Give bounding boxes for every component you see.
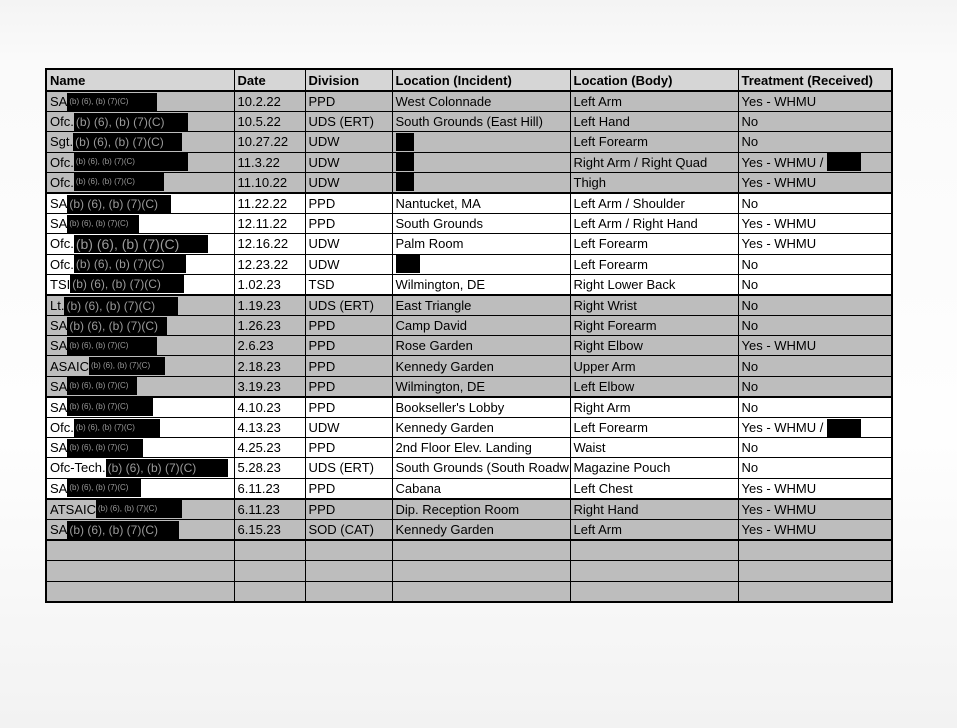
table-row [46,112,892,132]
redaction-block [827,153,861,171]
incident-text: West Colonnade [395,94,492,110]
treatment-text: Yes - WHMU / [741,154,824,170]
treatment-text: Yes - WHMU [741,94,817,110]
cell-treatment [738,519,892,540]
name-title: SA [50,378,68,394]
cell-division: UDW [305,254,392,274]
redaction-block: (b) (6), (b) (7)(C) [67,398,153,416]
cell-division [305,561,392,581]
redaction-block: (b) (6), (b) (7)(C) [74,153,188,171]
incident-text: South Grounds [395,216,483,232]
redaction-block: (b) (6), (b) (7)(C) [67,337,157,355]
cell-division: PPD [305,478,392,499]
cell-treatment [738,540,892,561]
redaction-block [396,153,414,171]
cell-name [46,519,234,540]
cell-date [234,561,305,581]
incident-text: South Grounds (East Hill) [395,114,543,130]
cell-location-incident [392,418,570,438]
cell-division: PPD [305,193,392,214]
cell-location-body: Left Chest [570,478,738,499]
incident-text: Bookseller's Lobby [395,399,505,415]
cell-division: UDW [305,172,392,193]
cell-treatment [738,234,892,254]
cell-treatment [738,193,892,214]
redaction-block: (b) (6), (b) (7)(C) [89,357,165,375]
redaction-block: (b) (6), (b) (7)(C) [64,297,178,315]
cell-location-incident [392,581,570,602]
incident-text: Kennedy Garden [395,522,494,538]
incident-text: Dip. Reception Room [395,501,520,517]
cell-location-body: Right Hand [570,499,738,520]
name-title: SA [50,338,68,354]
treatment-text: No [741,378,759,394]
table-row [46,356,892,376]
cell-date: 5.28.23 [234,458,305,478]
redaction-block: (b) (6), (b) (7)(C) [67,439,143,457]
cell-name [46,581,234,602]
cell-name [46,336,234,356]
table-row [46,418,892,438]
cell-treatment [738,356,892,376]
incident-text: Cabana [395,480,442,496]
header-treatment: Treatment (Received) [738,69,892,91]
redaction-block: (b) (6), (b) (7)(C) [74,235,208,253]
cell-location-body: Right Forearm [570,316,738,336]
treatment-text: Yes - WHMU [741,480,817,496]
name-title: Ofc. [50,154,74,170]
name-title: Sgt. [50,134,74,150]
cell-location-incident [392,254,570,274]
incident-text: Kennedy Garden [395,420,494,436]
cell-location-body: Left Forearm [570,132,738,152]
header-date: Date [234,69,305,91]
cell-date: 10.27.22 [234,132,305,152]
cell-location-body: Left Arm / Shoulder [570,193,738,214]
table-row [46,540,892,561]
cell-name [46,458,234,478]
cell-treatment [738,397,892,418]
cell-location-incident [392,316,570,336]
table-row [46,152,892,172]
cell-date: 1.26.23 [234,316,305,336]
table-row [46,397,892,418]
cell-treatment [738,112,892,132]
cell-division: UDW [305,132,392,152]
cell-location-body: Left Forearm [570,254,738,274]
name-title: SA [50,480,68,496]
cell-date: 11.22.22 [234,193,305,214]
cell-location-body [570,581,738,602]
table-row [46,316,892,336]
cell-location-incident [392,295,570,316]
name-title: SA [50,399,68,415]
injury-records-table [45,68,893,603]
table-row [46,295,892,316]
name-title: Ofc. [50,236,74,252]
name-title: Ofc. [50,256,74,272]
treatment-text: Yes - WHMU [741,216,817,232]
incident-text: Camp David [395,318,468,334]
redaction-block: (b) (6), (b) (7)(C) [67,195,171,213]
cell-division: UDS (ERT) [305,458,392,478]
name-title: ATSAIC [50,501,96,517]
cell-date: 2.18.23 [234,356,305,376]
cell-location-body: Waist [570,438,738,458]
cell-date: 4.25.23 [234,438,305,458]
redaction-block: (b) (6), (b) (7)(C) [74,113,188,131]
cell-name [46,132,234,152]
treatment-text: No [741,276,759,292]
table-row [46,376,892,397]
redaction-block: (b) (6), (b) (7)(C) [74,255,186,273]
treatment-text: No [741,297,759,313]
cell-treatment [738,274,892,295]
incident-text: 2nd Floor Elev. Landing [395,440,532,456]
cell-location-incident [392,397,570,418]
name-title: Lt. [50,297,65,313]
cell-date [234,581,305,602]
cell-location-incident [392,478,570,499]
cell-division: SOD (CAT) [305,519,392,540]
cell-date: 12.11.22 [234,214,305,234]
name-title: SA [50,440,68,456]
treatment-text: Yes - WHMU / [741,420,824,436]
cell-division: UDS (ERT) [305,112,392,132]
name-title: SA [50,522,68,538]
cell-division: UDW [305,152,392,172]
cell-treatment [738,438,892,458]
cell-date: 11.10.22 [234,172,305,193]
cell-treatment [738,214,892,234]
redaction-block [396,173,414,191]
cell-division: PPD [305,438,392,458]
incident-text: South Grounds (South Roadw [395,460,569,476]
table-row [46,336,892,356]
cell-date: 12.16.22 [234,234,305,254]
redaction-block: (b) (6), (b) (7)(C) [74,173,164,191]
header-location-body: Location (Body) [570,69,738,91]
cell-name [46,193,234,214]
cell-date [234,540,305,561]
name-title: SA [50,318,68,334]
table-row [46,458,892,478]
cell-name [46,397,234,418]
cell-treatment [738,336,892,356]
redaction-block: (b) (6), (b) (7)(C) [74,419,160,437]
cell-treatment [738,458,892,478]
incident-text: East Triangle [395,297,472,313]
cell-name [46,561,234,581]
treatment-text: Yes - WHMU [741,501,817,517]
cell-treatment [738,478,892,499]
cell-location-body: Right Arm [570,397,738,418]
cell-division: PPD [305,356,392,376]
table-row [46,561,892,581]
cell-date: 12.23.22 [234,254,305,274]
cell-treatment [738,152,892,172]
table-row [46,519,892,540]
treatment-text: No [741,440,759,456]
cell-division: PPD [305,397,392,418]
treatment-text: Yes - WHMU [741,236,817,252]
cell-division: PPD [305,499,392,520]
cell-name [46,112,234,132]
redaction-block: (b) (6), (b) (7)(C) [67,521,179,539]
table-row [46,214,892,234]
cell-name [46,295,234,316]
name-title: Ofc-Tech. [50,460,106,476]
cell-division: UDW [305,234,392,254]
cell-date: 2.6.23 [234,336,305,356]
name-title: Ofc. [50,174,74,190]
cell-division: PPD [305,376,392,397]
cell-date: 6.11.23 [234,478,305,499]
redaction-block [827,419,861,437]
cell-date: 10.2.22 [234,91,305,112]
incident-text: Rose Garden [395,338,473,354]
cell-name [46,478,234,499]
cell-location-incident [392,561,570,581]
cell-location-incident [392,519,570,540]
incident-text: Kennedy Garden [395,358,494,374]
cell-treatment [738,499,892,520]
cell-treatment [738,172,892,193]
cell-location-body: Right Elbow [570,336,738,356]
cell-name [46,438,234,458]
cell-division: PPD [305,91,392,112]
cell-treatment [738,561,892,581]
treatment-text: Yes - WHMU [741,174,817,190]
redaction-block: (b) (6), (b) (7)(C) [96,500,182,518]
cell-location-incident [392,132,570,152]
incident-text: Nantucket, MA [395,196,481,212]
table-row [46,172,892,193]
header-row [46,69,892,91]
cell-name [46,172,234,193]
cell-name [46,152,234,172]
name-title: ASAIC [50,358,90,374]
cell-division: UDW [305,418,392,438]
redaction-block: (b) (6), (b) (7)(C) [70,275,184,293]
cell-location-body: Right Wrist [570,295,738,316]
redaction-block [396,133,414,151]
header-division: Division [305,69,392,91]
header-location-incident: Location (Incident) [392,69,570,91]
cell-date: 1.19.23 [234,295,305,316]
cell-date: 3.19.23 [234,376,305,397]
treatment-text: No [741,196,759,212]
cell-name [46,540,234,561]
cell-location-incident [392,91,570,112]
cell-name [46,274,234,295]
name-title: TSI [50,276,71,292]
cell-date: 10.5.22 [234,112,305,132]
cell-location-body: Left Forearm [570,234,738,254]
incident-text: Palm Room [395,236,464,252]
cell-location-body: Upper Arm [570,356,738,376]
cell-location-incident [392,356,570,376]
cell-treatment [738,581,892,602]
treatment-text: No [741,318,759,334]
table-row [46,234,892,254]
cell-location-incident [392,112,570,132]
cell-division: PPD [305,316,392,336]
cell-date: 4.10.23 [234,397,305,418]
incident-text: Wilmington, DE [395,378,486,394]
cell-treatment [738,132,892,152]
redaction-block: (b) (6), (b) (7)(C) [73,133,182,151]
redaction-block: (b) (6), (b) (7)(C) [67,479,141,497]
cell-date: 1.02.23 [234,274,305,295]
cell-treatment [738,295,892,316]
cell-location-incident [392,234,570,254]
cell-division: TSD [305,274,392,295]
cell-division: UDS (ERT) [305,295,392,316]
cell-location-incident [392,193,570,214]
cell-treatment [738,418,892,438]
cell-name [46,234,234,254]
cell-name [46,91,234,112]
cell-location-incident [392,540,570,561]
cell-division: PPD [305,214,392,234]
cell-date: 11.3.22 [234,152,305,172]
treatment-text: No [741,358,759,374]
incident-text: Wilmington, DE [395,276,486,292]
treatment-text: No [741,134,759,150]
name-title: SA [50,94,68,110]
cell-location-body: Left Elbow [570,376,738,397]
cell-name [46,418,234,438]
cell-name [46,254,234,274]
treatment-text: No [741,460,759,476]
cell-treatment [738,316,892,336]
cell-location-body: Right Lower Back [570,274,738,295]
cell-location-incident [392,499,570,520]
cell-division: PPD [305,336,392,356]
cell-location-body [570,561,738,581]
table-row [46,91,892,112]
table-row [46,193,892,214]
table-row [46,581,892,602]
cell-location-incident [392,376,570,397]
cell-location-body: Magazine Pouch [570,458,738,478]
cell-treatment [738,376,892,397]
cell-date: 4.13.23 [234,418,305,438]
cell-location-body: Left Forearm [570,418,738,438]
treatment-text: Yes - WHMU [741,522,817,538]
treatment-text: No [741,399,759,415]
cell-name [46,316,234,336]
treatment-text: No [741,256,759,272]
cell-location-incident [392,274,570,295]
table-row [46,438,892,458]
cell-location-incident [392,172,570,193]
treatment-text: No [741,114,759,130]
cell-location-body: Left Arm / Right Hand [570,214,738,234]
table-row [46,254,892,274]
table-row [46,478,892,499]
redaction-block: (b) (6), (b) (7)(C) [67,215,139,233]
redaction-block: (b) (6), (b) (7)(C) [67,317,167,335]
name-title: SA [50,196,68,212]
cell-location-body: Left Arm [570,519,738,540]
cell-name [46,214,234,234]
name-title: Ofc. [50,420,74,436]
redaction-block: (b) (6), (b) (7)(C) [67,377,137,395]
cell-date: 6.11.23 [234,499,305,520]
cell-name [46,356,234,376]
cell-location-incident [392,458,570,478]
name-title: SA [50,216,68,232]
treatment-text: Yes - WHMU [741,338,817,354]
cell-location-body: Left Arm [570,91,738,112]
table-row [46,132,892,152]
cell-division [305,581,392,602]
redaction-block [396,255,420,273]
cell-location-body: Left Hand [570,112,738,132]
name-title: Ofc. [50,114,74,130]
cell-name [46,499,234,520]
cell-location-incident [392,336,570,356]
header-name: Name [46,69,234,91]
cell-treatment [738,91,892,112]
redaction-block: (b) (6), (b) (7)(C) [67,93,157,111]
cell-location-incident [392,214,570,234]
cell-location-incident [392,438,570,458]
cell-location-incident [392,152,570,172]
redaction-block: (b) (6), (b) (7)(C) [106,459,228,477]
cell-name [46,376,234,397]
table-row [46,274,892,295]
table-row [46,499,892,520]
cell-location-body [570,540,738,561]
cell-date: 6.15.23 [234,519,305,540]
cell-location-body: Thigh [570,172,738,193]
cell-division [305,540,392,561]
cell-treatment [738,254,892,274]
cell-location-body: Right Arm / Right Quad [570,152,738,172]
